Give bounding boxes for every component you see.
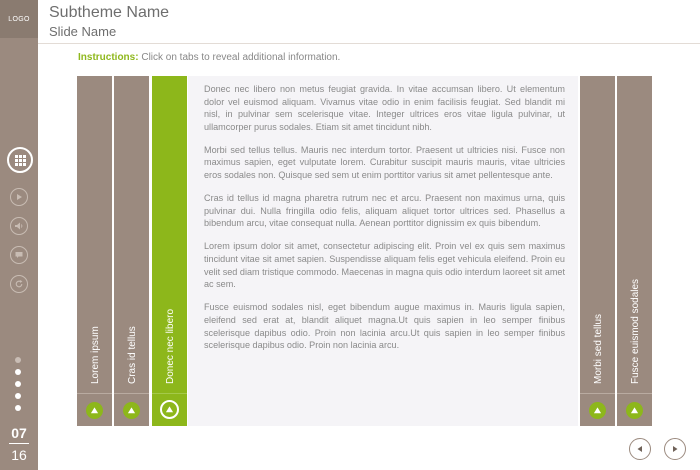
expand-tab-button[interactable] [123, 402, 140, 419]
tab-label: Morbi sed tellus [592, 313, 604, 384]
expand-icon [593, 406, 602, 415]
content-paragraph: Morbi sed tellus tellus. Mauris nec interdum tortor. Praesent ut ultricies nisi. Fusce non maximus sapien, eget vulputate lorem. Curabitur suscipit mauris mauris, vitae ultricies eros sodales non. Quisque sed sem ut enim porttitor varius sit amet pellentesque ante. [204, 144, 565, 181]
tab-cras-id-tellus[interactable] [114, 76, 149, 426]
content-paragraph: Donec nec libero non metus feugiat gravida. In vitae accumsan libero. Ut elementum dolor vel euismod aliquam. Vivamus vitae odio in enim facilisis feugiat. Sed blandit mi nisl, in pulvinar sem scelerisque vitae. Integer ultrices eros vitae ligula pulvinar, ut ullamcorper purus sodales. Etiam sit amet tincidunt nibh. [204, 84, 565, 132]
tab-morbi-sed-tellus[interactable] [580, 76, 615, 426]
page-total: 16 [11, 447, 27, 463]
subtitles-icon [14, 250, 24, 260]
tab-fusce-euismod-sodales[interactable] [617, 76, 652, 426]
prev-slide-button[interactable] [629, 438, 651, 460]
tab-label: Fusce euismod sodales [629, 278, 641, 384]
expand-icon [127, 406, 136, 415]
expand-tab-button[interactable] [86, 402, 103, 419]
tab-label: Lorem ipsum [89, 326, 101, 384]
left-rail [0, 0, 38, 470]
content-paragraph: Fusce euismod sodales nisl, eget bibendum augue maximus in. Mauris ligula sapien, eleifend sed erat at, blandit aliquet magna.Ut quis sapien in leo semper finibus scelerisque dapibus odio. Proin non lacinia arcu.Ut quis sapien in leo semper finibus scelerisque dapibus odio. Proin non lacinia arcu. [204, 302, 565, 351]
page-divider [9, 443, 29, 444]
play-button[interactable] [10, 188, 28, 206]
slide-dot[interactable] [15, 393, 21, 399]
slide-dot[interactable] [15, 357, 21, 363]
tab-content-panel [188, 76, 578, 426]
volume-button[interactable] [10, 217, 28, 235]
slide-dots [15, 357, 21, 411]
content-paragraph: Cras id tellus id magna pharetra rutrum nec et arcu. Praesent non maximus urna, quis pulvinar dui. Nulla fringilla odio felis, aliquam aliquet tortor ultrices sed. Phasellus a bibendum arcu, vitae consequat nulla. Aenean porttitor dignissim ex quis bibendum. [204, 193, 565, 229]
logo: LOGO [0, 0, 38, 38]
expand-tab-button[interactable] [626, 402, 643, 419]
volume-icon [14, 221, 24, 231]
slide-title: Slide Name [49, 24, 117, 39]
page-current: 07 [11, 425, 27, 441]
prev-icon [636, 445, 644, 453]
subtitles-button[interactable] [10, 246, 28, 264]
replay-button[interactable] [10, 275, 28, 293]
instructions [78, 52, 340, 63]
content-paragraph: Lorem ipsum dolor sit amet, consectetur adipiscing elit. Proin vel ex quis sem maximus tincidunt vitae sit amet sapien. Suspendisse aliquam felis eget vehicula eleifend. Proin eu velit sed diam tristique commodo. Maecenas in magna quis odio interdum laoreet sit amet ac sem. [204, 241, 565, 290]
expand-tab-button[interactable] [589, 402, 606, 419]
tab-label: Cras id tellus [126, 326, 138, 384]
subtheme-title: Subtheme Name [49, 4, 170, 21]
instructions-text: Click on tabs to reveal additional information. [138, 52, 341, 63]
replay-icon [14, 279, 24, 289]
tab-label: Donec nec libero [164, 308, 176, 384]
content-text [188, 76, 578, 352]
slide-dot[interactable] [15, 381, 21, 387]
menu-grid-icon [15, 155, 26, 166]
menu-grid-button[interactable] [7, 147, 33, 173]
expand-icon [90, 406, 99, 415]
collapse-tab-button[interactable] [160, 400, 179, 419]
instructions-label: Instructions: [78, 52, 139, 63]
expand-icon [165, 405, 174, 414]
expand-icon [630, 406, 639, 415]
slide-dot[interactable] [15, 369, 21, 375]
header-divider [38, 43, 700, 44]
play-icon [14, 192, 24, 202]
next-icon [671, 445, 679, 453]
page-counter [0, 425, 38, 463]
slide-dot[interactable] [15, 405, 21, 411]
tab-donec-nec-libero[interactable] [152, 76, 187, 426]
next-slide-button[interactable] [664, 438, 686, 460]
tab-lorem-ipsum[interactable] [77, 76, 112, 426]
